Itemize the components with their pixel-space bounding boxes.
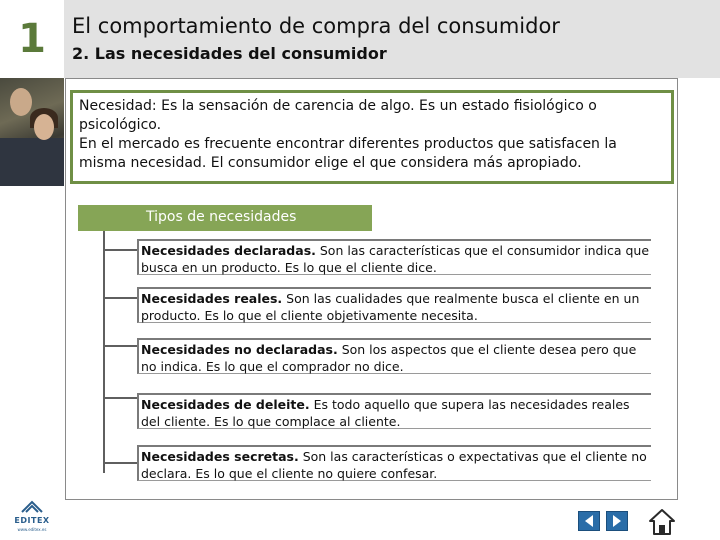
need-description: Son las características que el consumidor indica que busca en un producto. Es lo que el cliente dice. bbox=[141, 243, 650, 275]
need-item-secretas bbox=[137, 445, 651, 481]
need-description: Son las características o expectativas que el cliente no declara. Es lo que el cliente no quiere confesar. bbox=[141, 449, 647, 481]
home-button[interactable] bbox=[648, 508, 676, 536]
tree-branch bbox=[103, 249, 137, 251]
tree-branch bbox=[103, 462, 137, 464]
need-description: Son las cualidades que realmente busca el cliente en un producto. Es lo que el cliente objetivamente necesita. bbox=[141, 291, 640, 323]
next-button[interactable] bbox=[606, 511, 628, 531]
need-item-no-declaradas bbox=[137, 338, 651, 374]
chapter-number: 1 bbox=[0, 0, 64, 78]
need-description: Son los aspectos que el cliente desea pero que no indica. Es lo que el comprador no dice. bbox=[141, 342, 637, 374]
tree-branch bbox=[103, 345, 137, 347]
header bbox=[0, 0, 720, 78]
need-term: Necesidades secretas. bbox=[141, 449, 299, 464]
need-term: Necesidades de deleite. bbox=[141, 397, 310, 412]
page-subtitle: 2. Las necesidades del consumidor bbox=[72, 44, 387, 63]
definition-text: Necesidad: Es la sensación de carencia de algo. Es un estado fisiológico o psicológico. bbox=[79, 98, 597, 133]
definition-box bbox=[70, 90, 674, 184]
content-panel bbox=[65, 78, 678, 500]
editex-logo-icon bbox=[20, 500, 44, 514]
editex-url: www.editex.es bbox=[17, 527, 47, 532]
arrow-right-icon bbox=[610, 514, 624, 528]
header-photo bbox=[0, 78, 64, 186]
need-item-reales bbox=[137, 287, 651, 323]
market-text: En el mercado es frecuente encontrar diferentes productos que satisfacen la misma necesidad. El consumidor elige el que considera más apropiado. bbox=[79, 136, 617, 171]
need-item-declaradas bbox=[137, 239, 651, 275]
need-term: Necesidades no declaradas. bbox=[141, 342, 338, 357]
need-term: Necesidades reales. bbox=[141, 291, 283, 306]
home-icon bbox=[648, 508, 676, 536]
prev-button[interactable] bbox=[578, 511, 600, 531]
types-heading: Tipos de necesidades bbox=[78, 205, 372, 231]
tree-branch bbox=[103, 397, 137, 399]
arrow-left-icon bbox=[582, 514, 596, 528]
tree-connector bbox=[103, 231, 105, 473]
tree-branch bbox=[103, 297, 137, 299]
need-item-deleite bbox=[137, 393, 651, 429]
need-description: Es todo aquello que supera las necesidades reales del cliente. Es lo que complace al cliente. bbox=[141, 397, 630, 429]
title-bar bbox=[64, 0, 720, 78]
need-term: Necesidades declaradas. bbox=[141, 243, 316, 258]
page-title: El comportamiento de compra del consumidor bbox=[72, 14, 560, 38]
editex-logo bbox=[12, 500, 52, 538]
editex-wordmark: EDITEX bbox=[14, 516, 50, 525]
